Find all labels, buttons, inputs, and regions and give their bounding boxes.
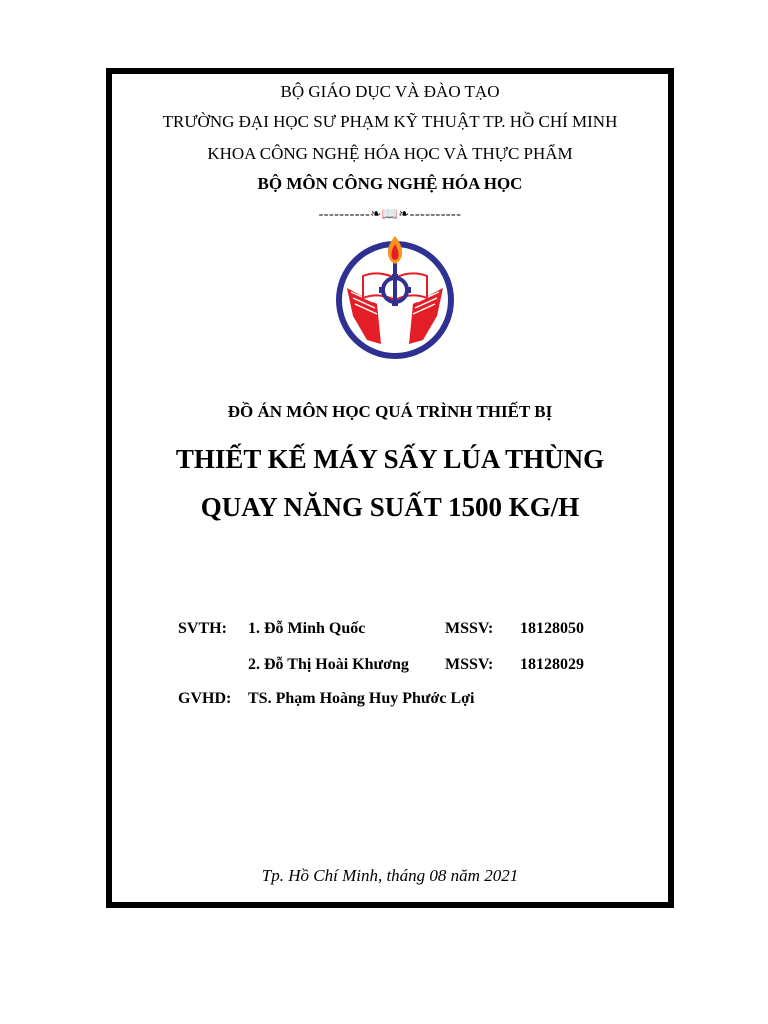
ministry-heading: BỘ GIÁO DỤC VÀ ĐÀO TẠO xyxy=(280,82,500,101)
svth-label: SVTH: xyxy=(178,620,227,637)
logo-torch xyxy=(393,262,397,302)
project-title-line-2: QUAY NĂNG SUẤT 1500 KG/H xyxy=(200,492,580,522)
student-1-name: 1. Đỗ Minh Quốc xyxy=(248,620,366,637)
ornament-divider: ----------❧📖❧---------- xyxy=(318,206,462,222)
student-2-mssv: 18128029 xyxy=(520,656,584,673)
gvhd-label: GVHD: xyxy=(178,690,232,707)
mssv-label-2: MSSV: xyxy=(445,656,494,673)
advisor-name: TS. Phạm Hoàng Huy Phước Lợi xyxy=(248,690,475,707)
university-logo-icon xyxy=(333,232,457,360)
project-title-line-1: THIẾT KẾ MÁY SẤY LÚA THÙNG xyxy=(175,444,605,474)
department-heading: BỘ MÔN CÔNG NGHỆ HÓA HỌC xyxy=(257,174,523,193)
student-1-mssv: 18128050 xyxy=(520,620,584,637)
university-heading: TRƯỜNG ĐẠI HỌC SƯ PHẠM KỸ THUẬT TP. HỒ CHÍ MINH xyxy=(162,112,618,131)
student-2-name: 2. Đỗ Thị Hoài Khương xyxy=(248,656,409,673)
cover-page xyxy=(106,68,674,908)
ornament-icon: ❧📖❧ xyxy=(370,206,410,221)
subject-heading: ĐỒ ÁN MÔN HỌC QUÁ TRÌNH THIẾT BỊ xyxy=(227,402,553,421)
place-date: Tp. Hồ Chí Minh, tháng 08 năm 2021 xyxy=(261,866,519,885)
faculty-heading: KHOA CÔNG NGHỆ HÓA HỌC VÀ THỰC PHẨM xyxy=(207,144,573,163)
mssv-label-1: MSSV: xyxy=(445,620,494,637)
